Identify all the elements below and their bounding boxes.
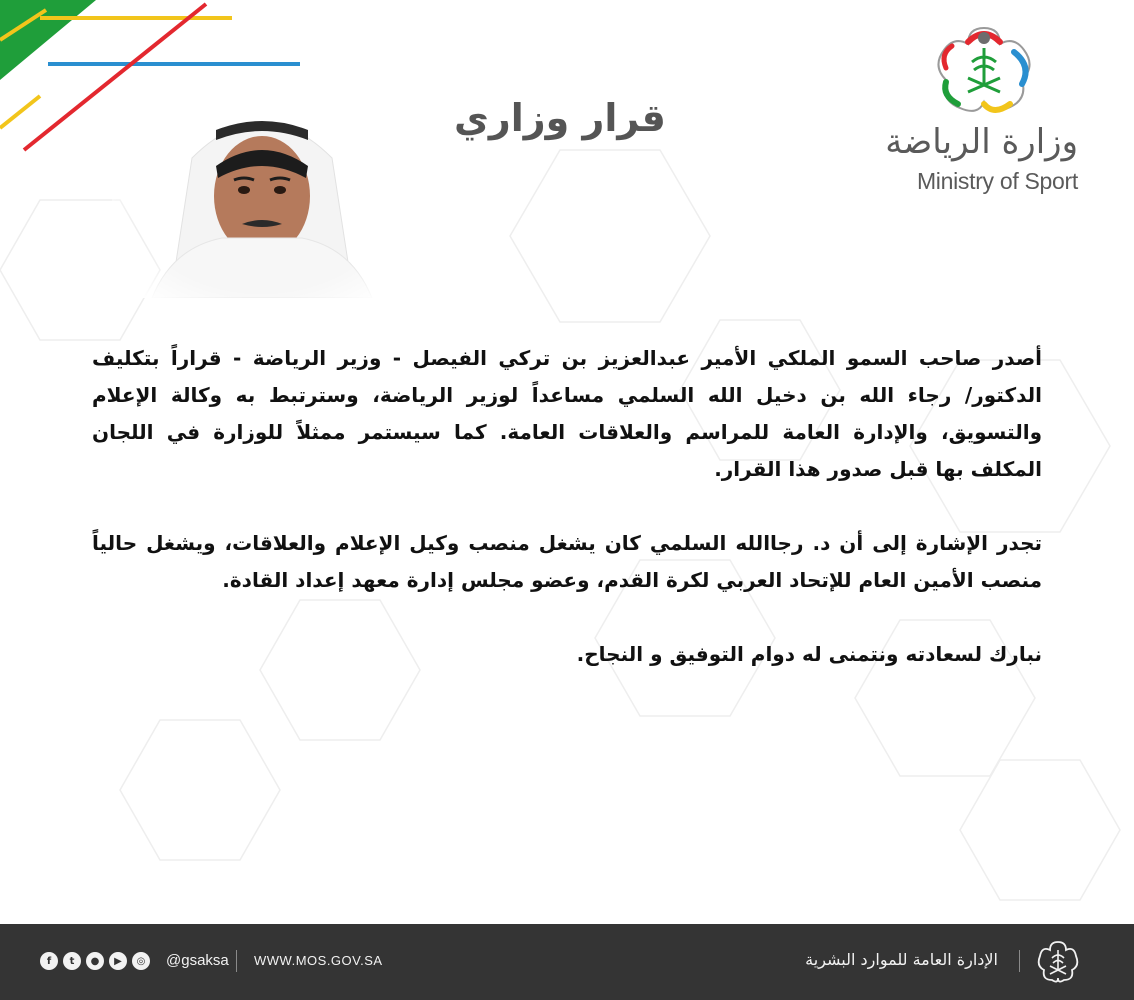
logo-english-text: Ministry of Sport	[916, 168, 1078, 194]
article-paragraph: نبارك لسعادته ونتمنى له دوام التوفيق و النجاح.	[576, 642, 1042, 666]
social-handle[interactable]: @gsaksa	[166, 952, 229, 969]
website-link[interactable]: WWW.MOS.GOV.SA	[254, 953, 383, 968]
footer-bar	[0, 924, 1134, 1000]
article-paragraph: تجدر الإشارة إلى أن د. رجاالله السلمي كان يشغل منصب وكيل الإعلام والعلاقات، ويشغل حالياً منصب الأمين العام للإتحاد العربي لكرة القدم، وعضو مجلس إدارة معهد إعداد القادة.	[92, 531, 1042, 592]
footer-divider	[1019, 950, 1020, 972]
social-icons	[40, 952, 150, 970]
ministry-emblem-icon	[928, 22, 1040, 120]
facebook-icon[interactable]: f	[40, 952, 58, 970]
article-paragraph: أصدر صاحب السمو الملكي الأمير عبدالعزيز بن تركي الفيصل - وزير الرياضة - قراراً بتكليف الدكتور/ رجاء الله بن دخيل الله السلمي مساعداً لوزير الرياضة، وسترتبط به وكالة الإعلام والتسويق، والإدارة العامة للمراسم والعلاقات العامة. كما سيستمر ممثلاً للوزارة في اللجان المكلف بها قبل صدور هذا القرار.	[92, 346, 1042, 481]
article-body	[92, 340, 1042, 710]
department-name: الإدارة العامة للموارد البشرية	[805, 950, 998, 969]
youtube-icon[interactable]: ▶	[109, 952, 127, 970]
snapchat-icon[interactable]: ●	[86, 952, 104, 970]
footer-divider	[236, 950, 237, 972]
portrait-photo	[112, 88, 412, 298]
twitter-icon[interactable]: t	[63, 952, 81, 970]
ministry-logo	[884, 22, 1084, 202]
page-title: قرار وزاري	[454, 96, 666, 140]
saudi-emblem-icon	[1036, 938, 1080, 986]
logo-arabic-text: وزارة الرياضة	[885, 122, 1078, 162]
instagram-icon[interactable]: ◎	[132, 952, 150, 970]
